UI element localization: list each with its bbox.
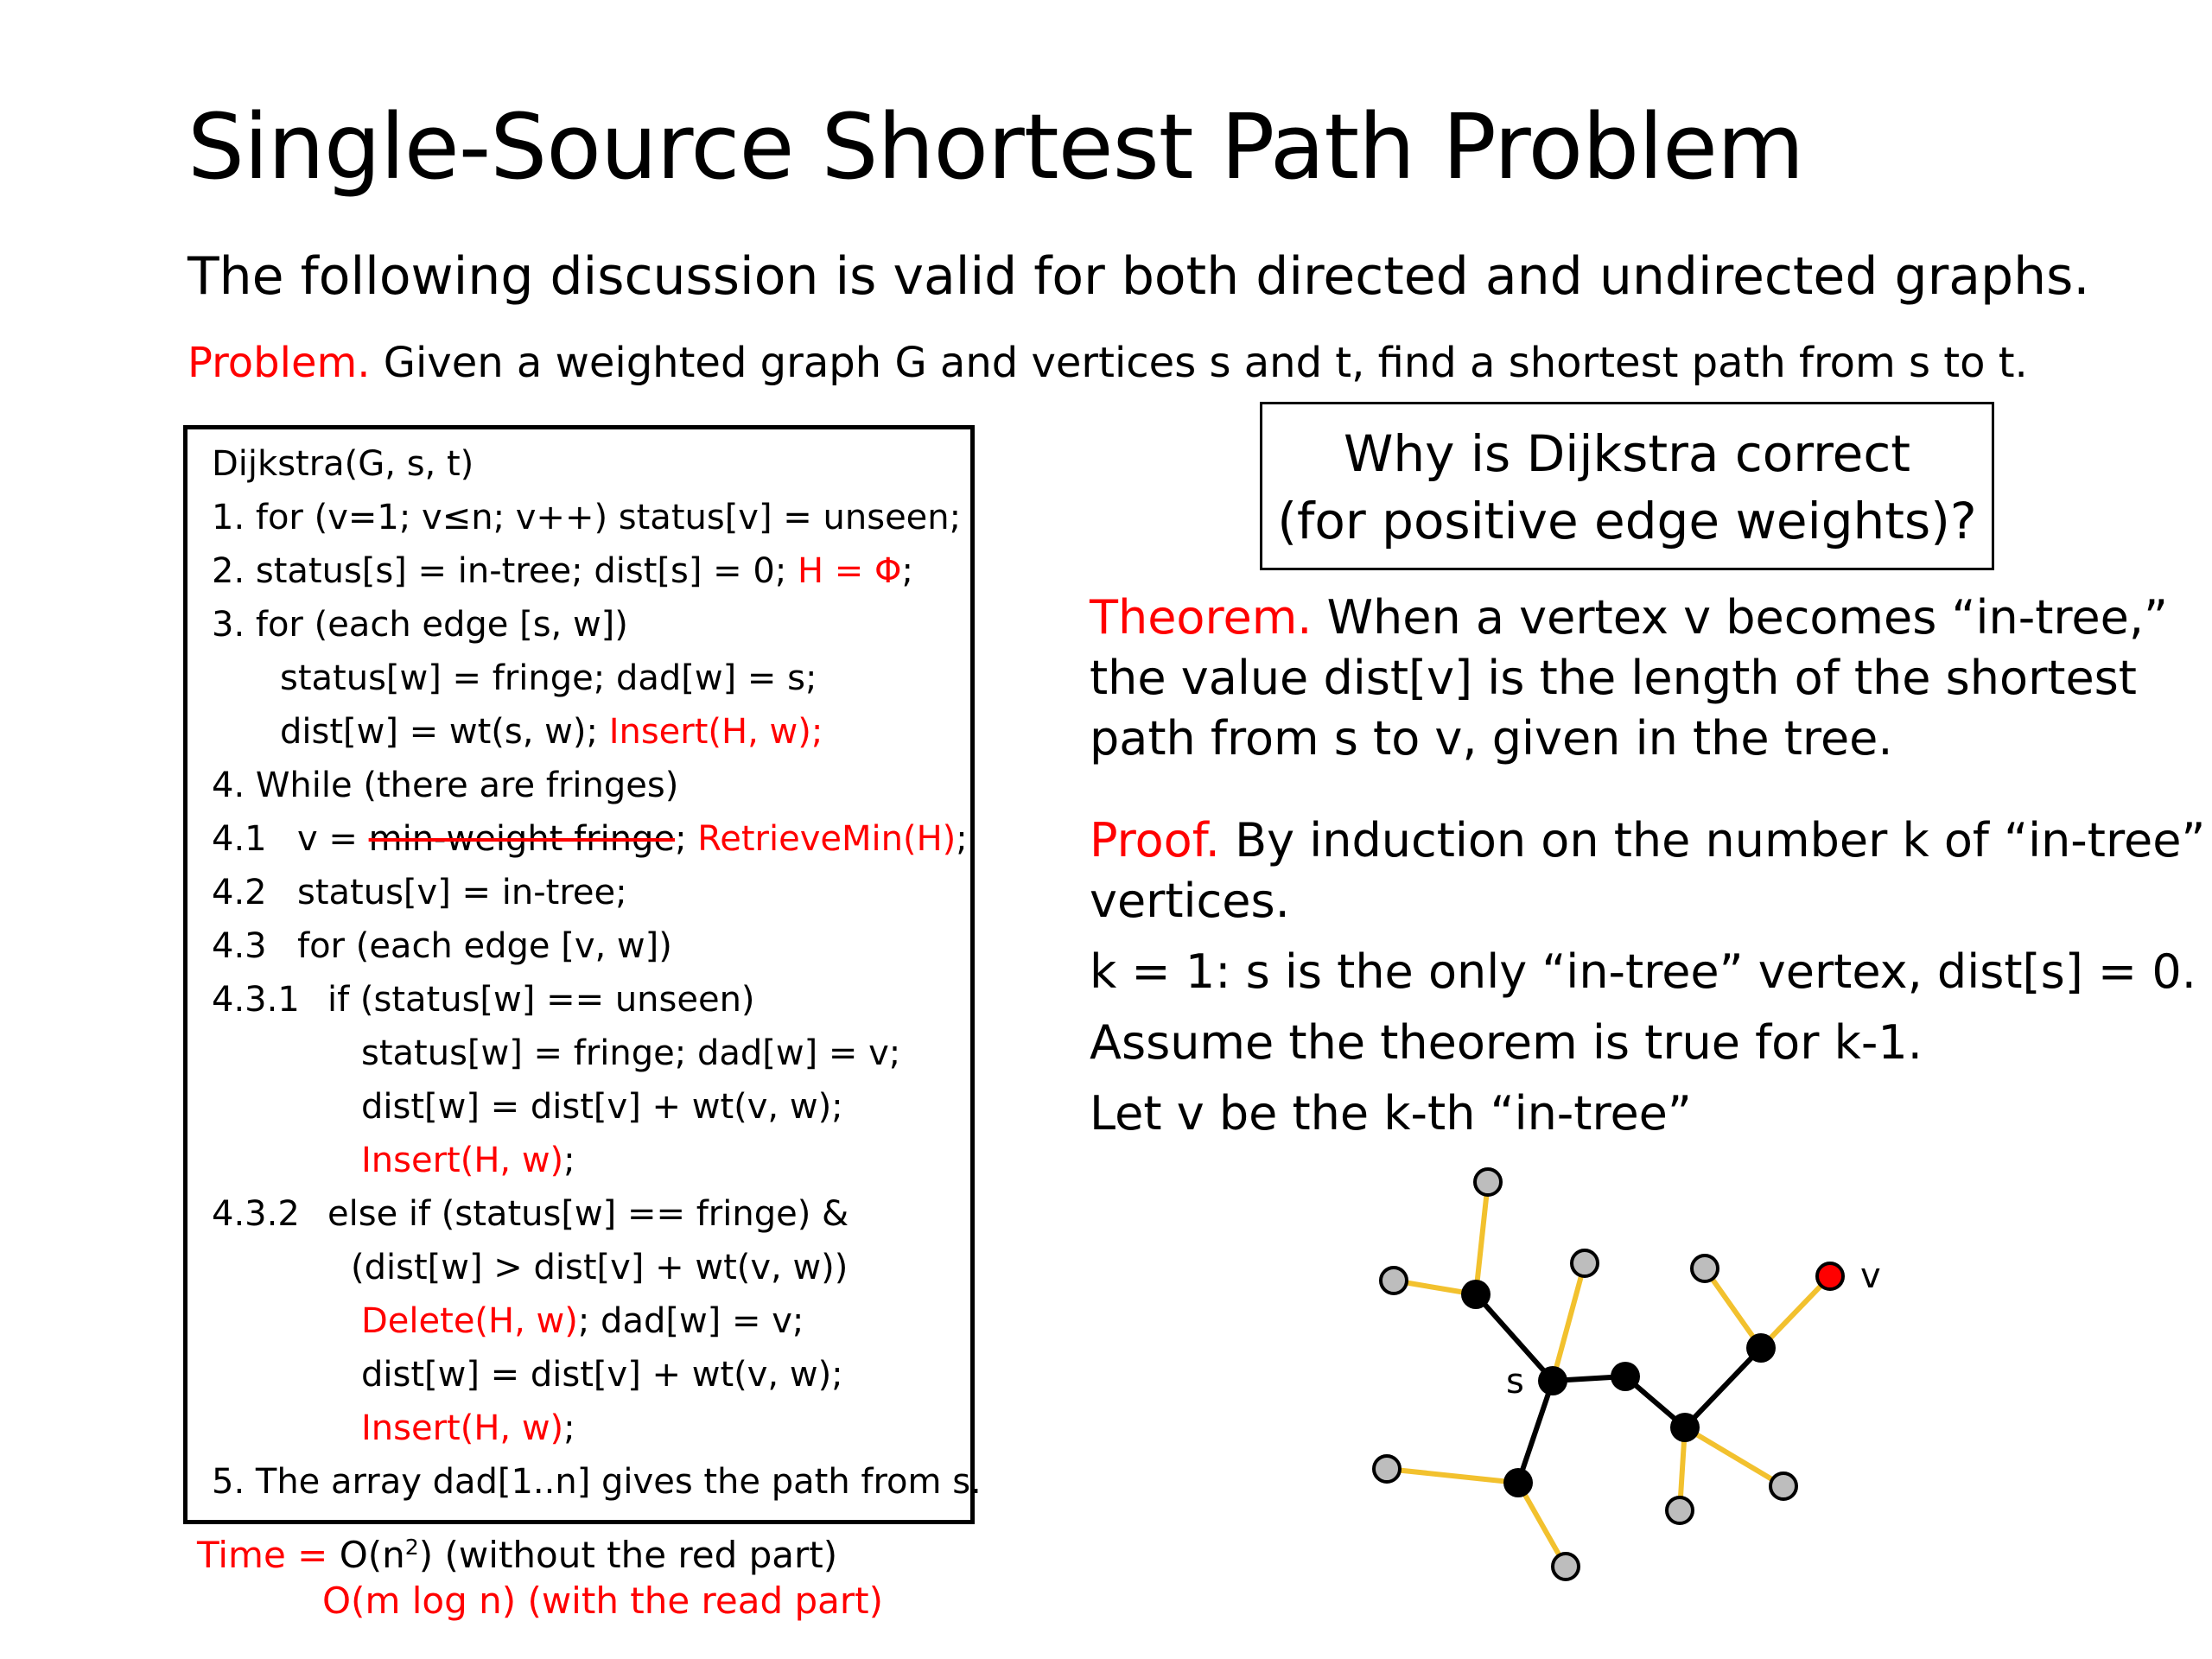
proof-line-2: vertices. [1090, 874, 1290, 928]
algo-line-4-3-2-num: 4.3.2 [212, 1194, 300, 1234]
fringe-node [1374, 1456, 1400, 1482]
algo-line-4-3-2-a: (dist[w] > dist[v] + wt(v, w)) [351, 1248, 849, 1287]
tree-edge [1685, 1348, 1761, 1427]
proof-label: Proof. [1090, 813, 1220, 868]
theorem-label: Theorem. [1090, 590, 1313, 645]
algo-line-4-3-2-d-end: ; [563, 1408, 575, 1448]
fringe-edge [1387, 1469, 1518, 1483]
algo-line-4-3-1-b: dist[w] = dist[v] + wt(v, w); [361, 1087, 843, 1127]
complexity-exponent: 2 [404, 1535, 419, 1560]
algo-line-4-3: for (each edge [v, w]) [297, 926, 672, 966]
algo-line-4-2: status[v] = in-tree; [297, 873, 627, 912]
fringe-edge [1685, 1427, 1783, 1486]
algo-line-4-3-1-c-red: Insert(H, w) [361, 1141, 564, 1180]
algo-line-2-red: H = Φ [798, 551, 902, 591]
algo-line-3-2-red: Insert(H, w); [608, 712, 823, 752]
why-box-line-2: (for positive edge weights)? [1277, 492, 1977, 550]
algo-line-4: 4. While (there are fringes) [212, 766, 679, 805]
algo-header: Dijkstra(G, s, t) [212, 444, 474, 484]
algo-line-4-1-num: 4.1 [212, 819, 267, 859]
proof-text-1: By induction on the number k of “in-tree” [1219, 813, 2206, 868]
algo-line-4-1-semi: ; [675, 819, 698, 859]
algo-line-4-1-end: ; [956, 819, 968, 859]
fringe-node [1381, 1268, 1407, 1294]
proof-line-5: Let v be the k-th “in-tree” [1090, 1086, 1692, 1141]
tree-node [1461, 1280, 1491, 1309]
tree-node [1670, 1413, 1700, 1442]
algo-line-1: 1. for (v=1; v≤n; v++) status[v] = unseen; [212, 498, 962, 537]
problem-label: Problem. [188, 339, 371, 387]
algo-line-4-3-2-b-end: ; dad[w] = v; [577, 1301, 804, 1341]
algo-line-4-3-1-num: 4.3.1 [212, 980, 300, 1020]
algo-line-3: 3. for (each edge [s, w]) [212, 605, 628, 645]
fringe-node [1692, 1255, 1718, 1281]
why-box-line-1: Why is Dijkstra correct [1344, 424, 1910, 483]
problem-text: Given a weighted graph G and vertices s and t, find a shortest path from s to t. [383, 339, 2028, 387]
proof-line-4: Assume the theorem is true for k-1. [1090, 1015, 1923, 1070]
fringe-node [1572, 1250, 1598, 1276]
algo-line-3-2-text: dist[w] = wt(s, w); [280, 712, 609, 752]
algo-line-4-1-text: v = [297, 819, 369, 859]
algo-line-4-3-1-a: status[w] = fringe; dad[w] = v; [361, 1033, 901, 1073]
algo-line-4-3-2: else if (status[w] == fringe) & [327, 1194, 849, 1234]
theorem-text-1: When a vertex v becomes “in-tree,” [1312, 590, 2169, 645]
algo-line-4-3-1-c-end: ; [563, 1141, 575, 1180]
page-title: Single-Source Shortest Path Problem [188, 94, 1804, 200]
algo-line-5: 5. The array dad[1..n] gives the path from s. [212, 1462, 982, 1502]
fringe-node [1667, 1497, 1693, 1523]
algo-line-2-text: 2. status[s] = in-tree; dist[s] = 0; [212, 551, 798, 591]
fringe-edge [1553, 1263, 1585, 1381]
complexity-line-2: O(m log n) (with the read part) [322, 1580, 884, 1622]
algo-line-4-3-2-b-red: Delete(H, w) [361, 1301, 578, 1341]
fringe-edge [1761, 1276, 1830, 1348]
fringe-edge [1476, 1182, 1488, 1294]
algo-line-4-3-2-c: dist[w] = dist[v] + wt(v, w); [361, 1355, 843, 1395]
label-v: v [1860, 1256, 1881, 1296]
fringe-edges [1387, 1182, 1830, 1567]
new-vertex-v [1817, 1263, 1843, 1289]
tree-node [1746, 1333, 1776, 1363]
complexity-o-n: O(n [339, 1534, 405, 1576]
proof-line-3: k = 1: s is the only “in-tree” vertex, dist[s] = 0. [1090, 944, 2196, 999]
theorem-line-2: the value dist[v] is the length of the shortest [1090, 651, 2137, 705]
complexity-line-1-note: ) (without the red part) [418, 1534, 838, 1576]
algo-line-4-1-struck: min-weight fringe [368, 819, 676, 859]
fringe-node [1553, 1554, 1579, 1580]
algo-line-4-3-2-d-red: Insert(H, w) [361, 1408, 564, 1448]
algo-line-4-3-num: 4.3 [212, 926, 267, 966]
label-s: s [1506, 1362, 1524, 1402]
algo-line-4-2-num: 4.2 [212, 873, 267, 912]
algo-line-2-end: ; [901, 551, 914, 591]
subtitle: The following discussion is valid for both directed and undirected graphs. [188, 246, 2090, 307]
fringe-node [1475, 1169, 1501, 1195]
algo-line-4-3-1: if (status[w] == unseen) [327, 980, 755, 1020]
theorem-line-3: path from s to v, given in the tree. [1090, 711, 1893, 766]
tree-node [1611, 1362, 1640, 1391]
tree-node [1503, 1468, 1533, 1497]
source-node-s [1538, 1366, 1567, 1395]
complexity-label: Time = [197, 1534, 340, 1576]
algo-line-4-1-red: RetrieveMin(H) [697, 819, 957, 859]
fringe-node [1770, 1473, 1796, 1499]
algo-line-3-1: status[w] = fringe; dad[w] = s; [280, 658, 817, 698]
